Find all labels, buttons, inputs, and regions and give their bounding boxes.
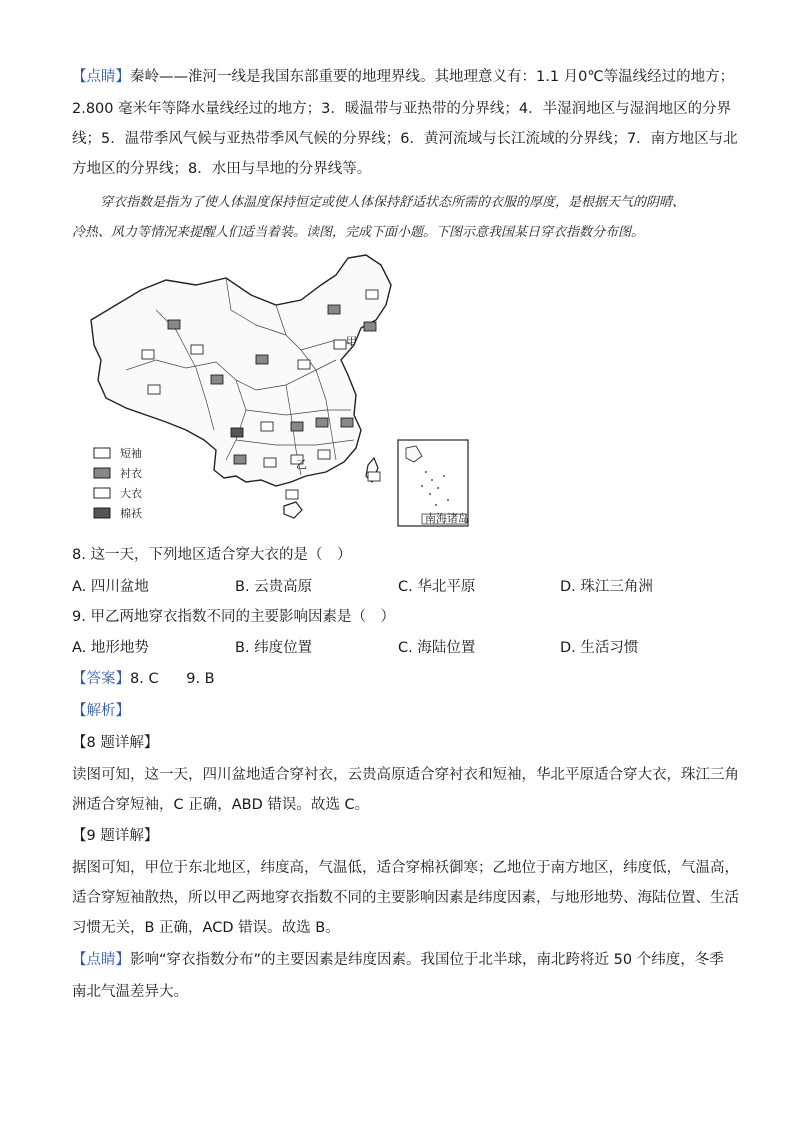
hainan-outline — [284, 502, 302, 518]
intro-line-2: 冷热、风力等情况来提醒人们适当着装。读图，完成下面小题。下图示意我国某日穿衣指数分布图。 — [72, 225, 645, 240]
detail9-line-3: 习惯无关，B 正确，ACD 错误。故选 B。 — [72, 920, 340, 936]
legend-shirt: 衬衣 — [120, 467, 142, 480]
detail8-tag: 【8 题详解】 — [72, 735, 159, 751]
legend-coat: 大衣 — [120, 487, 142, 500]
q8-option-c: C. 华北平原 — [398, 579, 476, 595]
clothing-index-map — [86, 250, 471, 530]
china-map-svg — [86, 250, 471, 530]
label-yi: 乙 — [296, 458, 307, 471]
q9-option-d: D. 生活习惯 — [560, 640, 639, 656]
legend-short-sleeve: 短袖 — [120, 447, 142, 460]
detail9-line-1: 据图可知，甲位于东北地区，纬度高，气温低，适合穿棉袄御寒；乙地位于南方地区，纬度低，气温高， — [72, 860, 739, 876]
q8-option-b: B. 云贵高原 — [235, 579, 313, 595]
bottom-note-tag: 【点睛】 — [72, 952, 130, 968]
q9-option-b: B. 纬度位置 — [235, 640, 313, 656]
intro-line-1: 穿衣指数是指为了使人体温度保持恒定或使人体保持舒适状态所需的衣服的厚度，是根据天气的阴晴、 — [100, 195, 686, 210]
question-9-stem: 9. 甲乙两地穿衣指数不同的主要影响因素是（ ） — [72, 609, 395, 625]
note-tag: 【点睛】 — [72, 69, 130, 85]
q8-option-d: D. 珠江三角洲 — [560, 579, 653, 595]
inset-label: 南海诸岛 — [425, 512, 469, 525]
legend-padded-jacket: 棉袄 — [120, 507, 142, 520]
bottom-note-line-2: 南北气温差异大。 — [72, 984, 188, 1000]
answer-tag: 【答案】 — [72, 671, 130, 687]
q8-option-a: A. 四川盆地 — [72, 579, 149, 595]
note-line-3: 线；5．温带季风气候与亚热带季风气候的分界线；6．黄河流域与长江流域的分界线；7．南方地区与北 — [72, 131, 738, 147]
answer-text: 8. C 9. B — [130, 671, 215, 687]
analysis-tag: 【解析】 — [72, 703, 130, 719]
map-legend — [94, 446, 142, 520]
note-line-2: 2.800 毫米年等降水量线经过的地方；3．暖温带与亚热带的分界线；4．半湿润地区与湿润地区的分界 — [72, 101, 732, 117]
question-8-stem: 8. 这一天，下列地区适合穿大衣的是（ ） — [72, 547, 352, 563]
detail8-line-2: 洲适合穿短袖，C 正确，ABD 错误。故选 C。 — [72, 797, 370, 813]
detail8-line-1: 读图可知，这一天，四川盆地适合穿衬衣，云贵高原适合穿衬衣和短袖，华北平原适合穿大衣，珠江三角 — [72, 767, 739, 783]
detail9-line-2: 适合穿短袖散热，所以甲乙两地穿衣指数不同的主要影响因素是纬度因素，与地形地势、海陆位置、生活 — [72, 890, 739, 906]
q9-option-c: C. 海陆位置 — [398, 640, 476, 656]
detail9-tag: 【9 题详解】 — [72, 828, 159, 844]
bottom-note-line-1: 【点睛】影响“穿衣指数分布”的主要因素是纬度因素。我国位于北半球，南北跨将近 50 个纬度，冬季 — [72, 952, 724, 968]
q9-option-a: A. 地形地势 — [72, 640, 149, 656]
note-line-1: 【点睛】秦岭——淮河一线是我国东部重要的地理界线。其地理意义有：1.1 月0℃等温线经过的地方； — [72, 69, 735, 85]
answer-line — [72, 669, 215, 689]
label-jia: 甲 — [346, 335, 357, 348]
note-line-4: 方地区的分界线；8．水田与旱地的分界线等。 — [72, 161, 372, 177]
